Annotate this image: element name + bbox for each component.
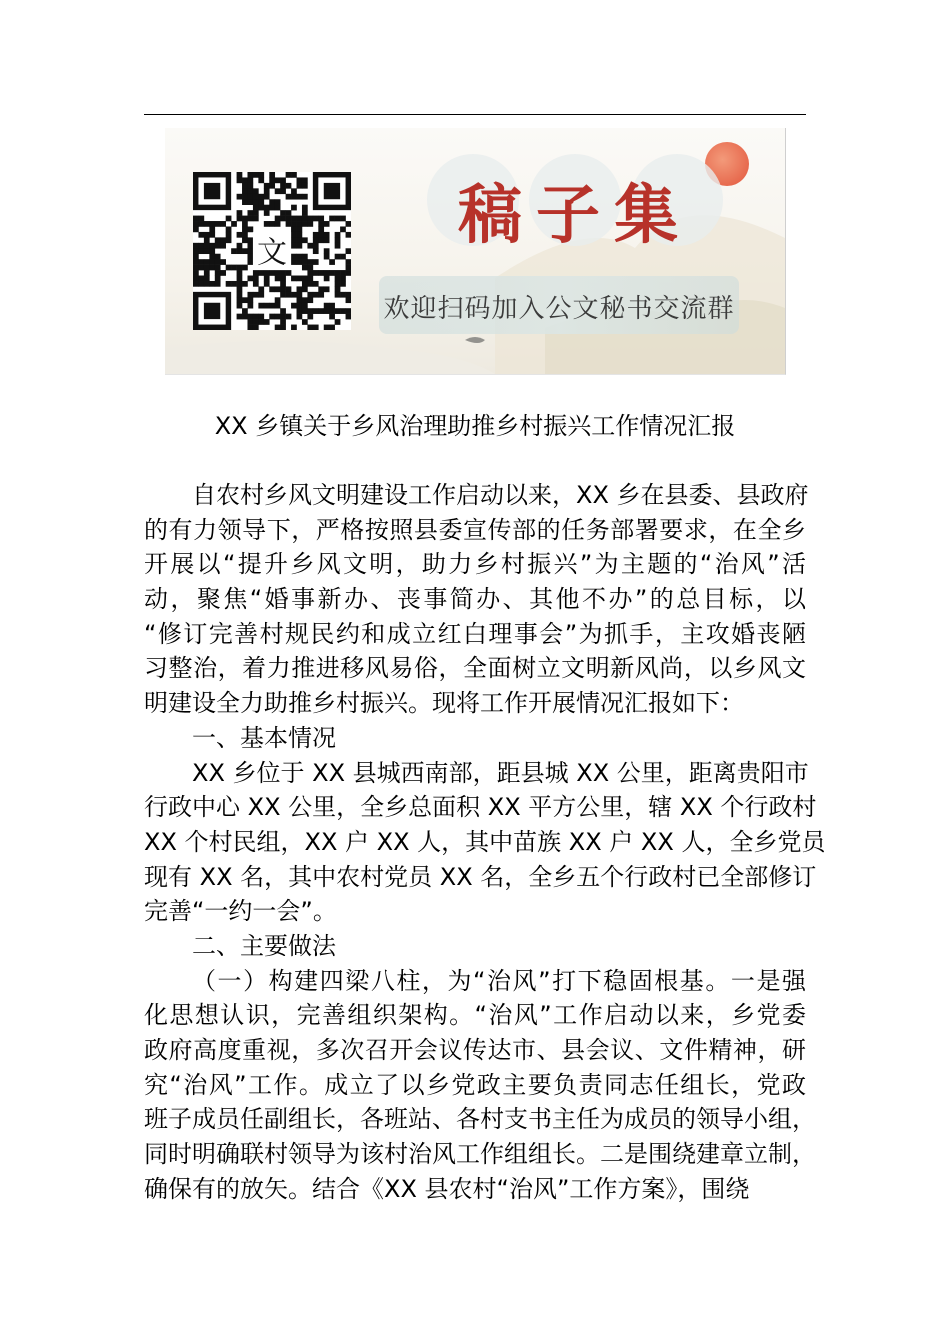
document-body (144, 478, 826, 1206)
body-line: 开展以“提升乡风文明，助力乡村振兴”为主题的“治风”活 (144, 550, 806, 579)
body-line: 动，聚焦“婚事新办、丧事简办、其他不办”的总目标，以 (144, 585, 806, 614)
brand-logo (425, 138, 745, 258)
promo-banner (165, 128, 786, 375)
body-line: 行政中心 XX 公里，全乡总面积 XX 平方公里，辖 XX 个行政村 (144, 793, 817, 822)
body-line: XX 个村民组，XX 户 XX 人，其中苗族 XX 户 XX 人，全乡党员 (144, 827, 826, 856)
document-title: XX 乡镇关于乡风治理助推乡村振兴工作情况汇报 (214, 412, 736, 440)
body-line: 确保有的放矢。结合《XX 县农村“治风”工作方案》，围绕 (144, 1174, 750, 1203)
qr-center-character: 文 (257, 235, 287, 271)
body-line: 完善“一约一会”。 (144, 897, 337, 926)
body-line: “修订完善村规民约和成立红白理事会”为抓手，主攻婚丧陋 (144, 619, 806, 648)
body-line: 究“治风”工作。成立了以乡党政主要负责同志任组长，党政 (144, 1070, 806, 1099)
body-line: 一、基本情况 (192, 723, 336, 752)
body-line: 二、主要做法 (192, 931, 336, 960)
body-line: 政府高度重视，多次召开会议传达市、县会议、文件精神，研 (144, 1036, 806, 1064)
qr-code[interactable] (193, 172, 351, 330)
body-line: 班子成员任副组长，各班站、各村支书主任为成员的领导小组， (144, 1105, 816, 1134)
body-line: 现有 XX 名，其中农村党员 XX 名，全乡五个行政村已全部修订 (144, 862, 817, 891)
body-line: 明建设全力助推乡村振兴。现将工作开展情况汇报如下： (144, 689, 744, 718)
body-line: 自农村乡风文明建设工作启动以来，XX 乡在县委、县政府 (192, 481, 809, 509)
body-line: 的有力领导下，严格按照县委宣传部的任务部署要求，在全乡 (144, 515, 806, 544)
body-line: XX 乡位于 XX 县城西南部，距县城 XX 公里，距离贵阳市 (192, 758, 809, 787)
body-line: 化思想认识，完善组织架构。“治风”工作启动以来，乡党委 (144, 1001, 806, 1030)
body-line: （一）构建四梁八柱，为“治风”打下稳固根基。一是强 (192, 966, 806, 995)
body-line: 同时明确联村领导为该村治风工作组组长。二是围绕建章立制， (144, 1140, 816, 1169)
brand-title: 稿子集 (458, 178, 692, 253)
banner-tagline: 欢迎扫码加入公文秘书交流群 (383, 294, 735, 324)
header-rule (144, 114, 806, 115)
body-line: 习整治，着力推进移风易俗，全面树立文明新风尚，以乡风文 (144, 654, 806, 683)
